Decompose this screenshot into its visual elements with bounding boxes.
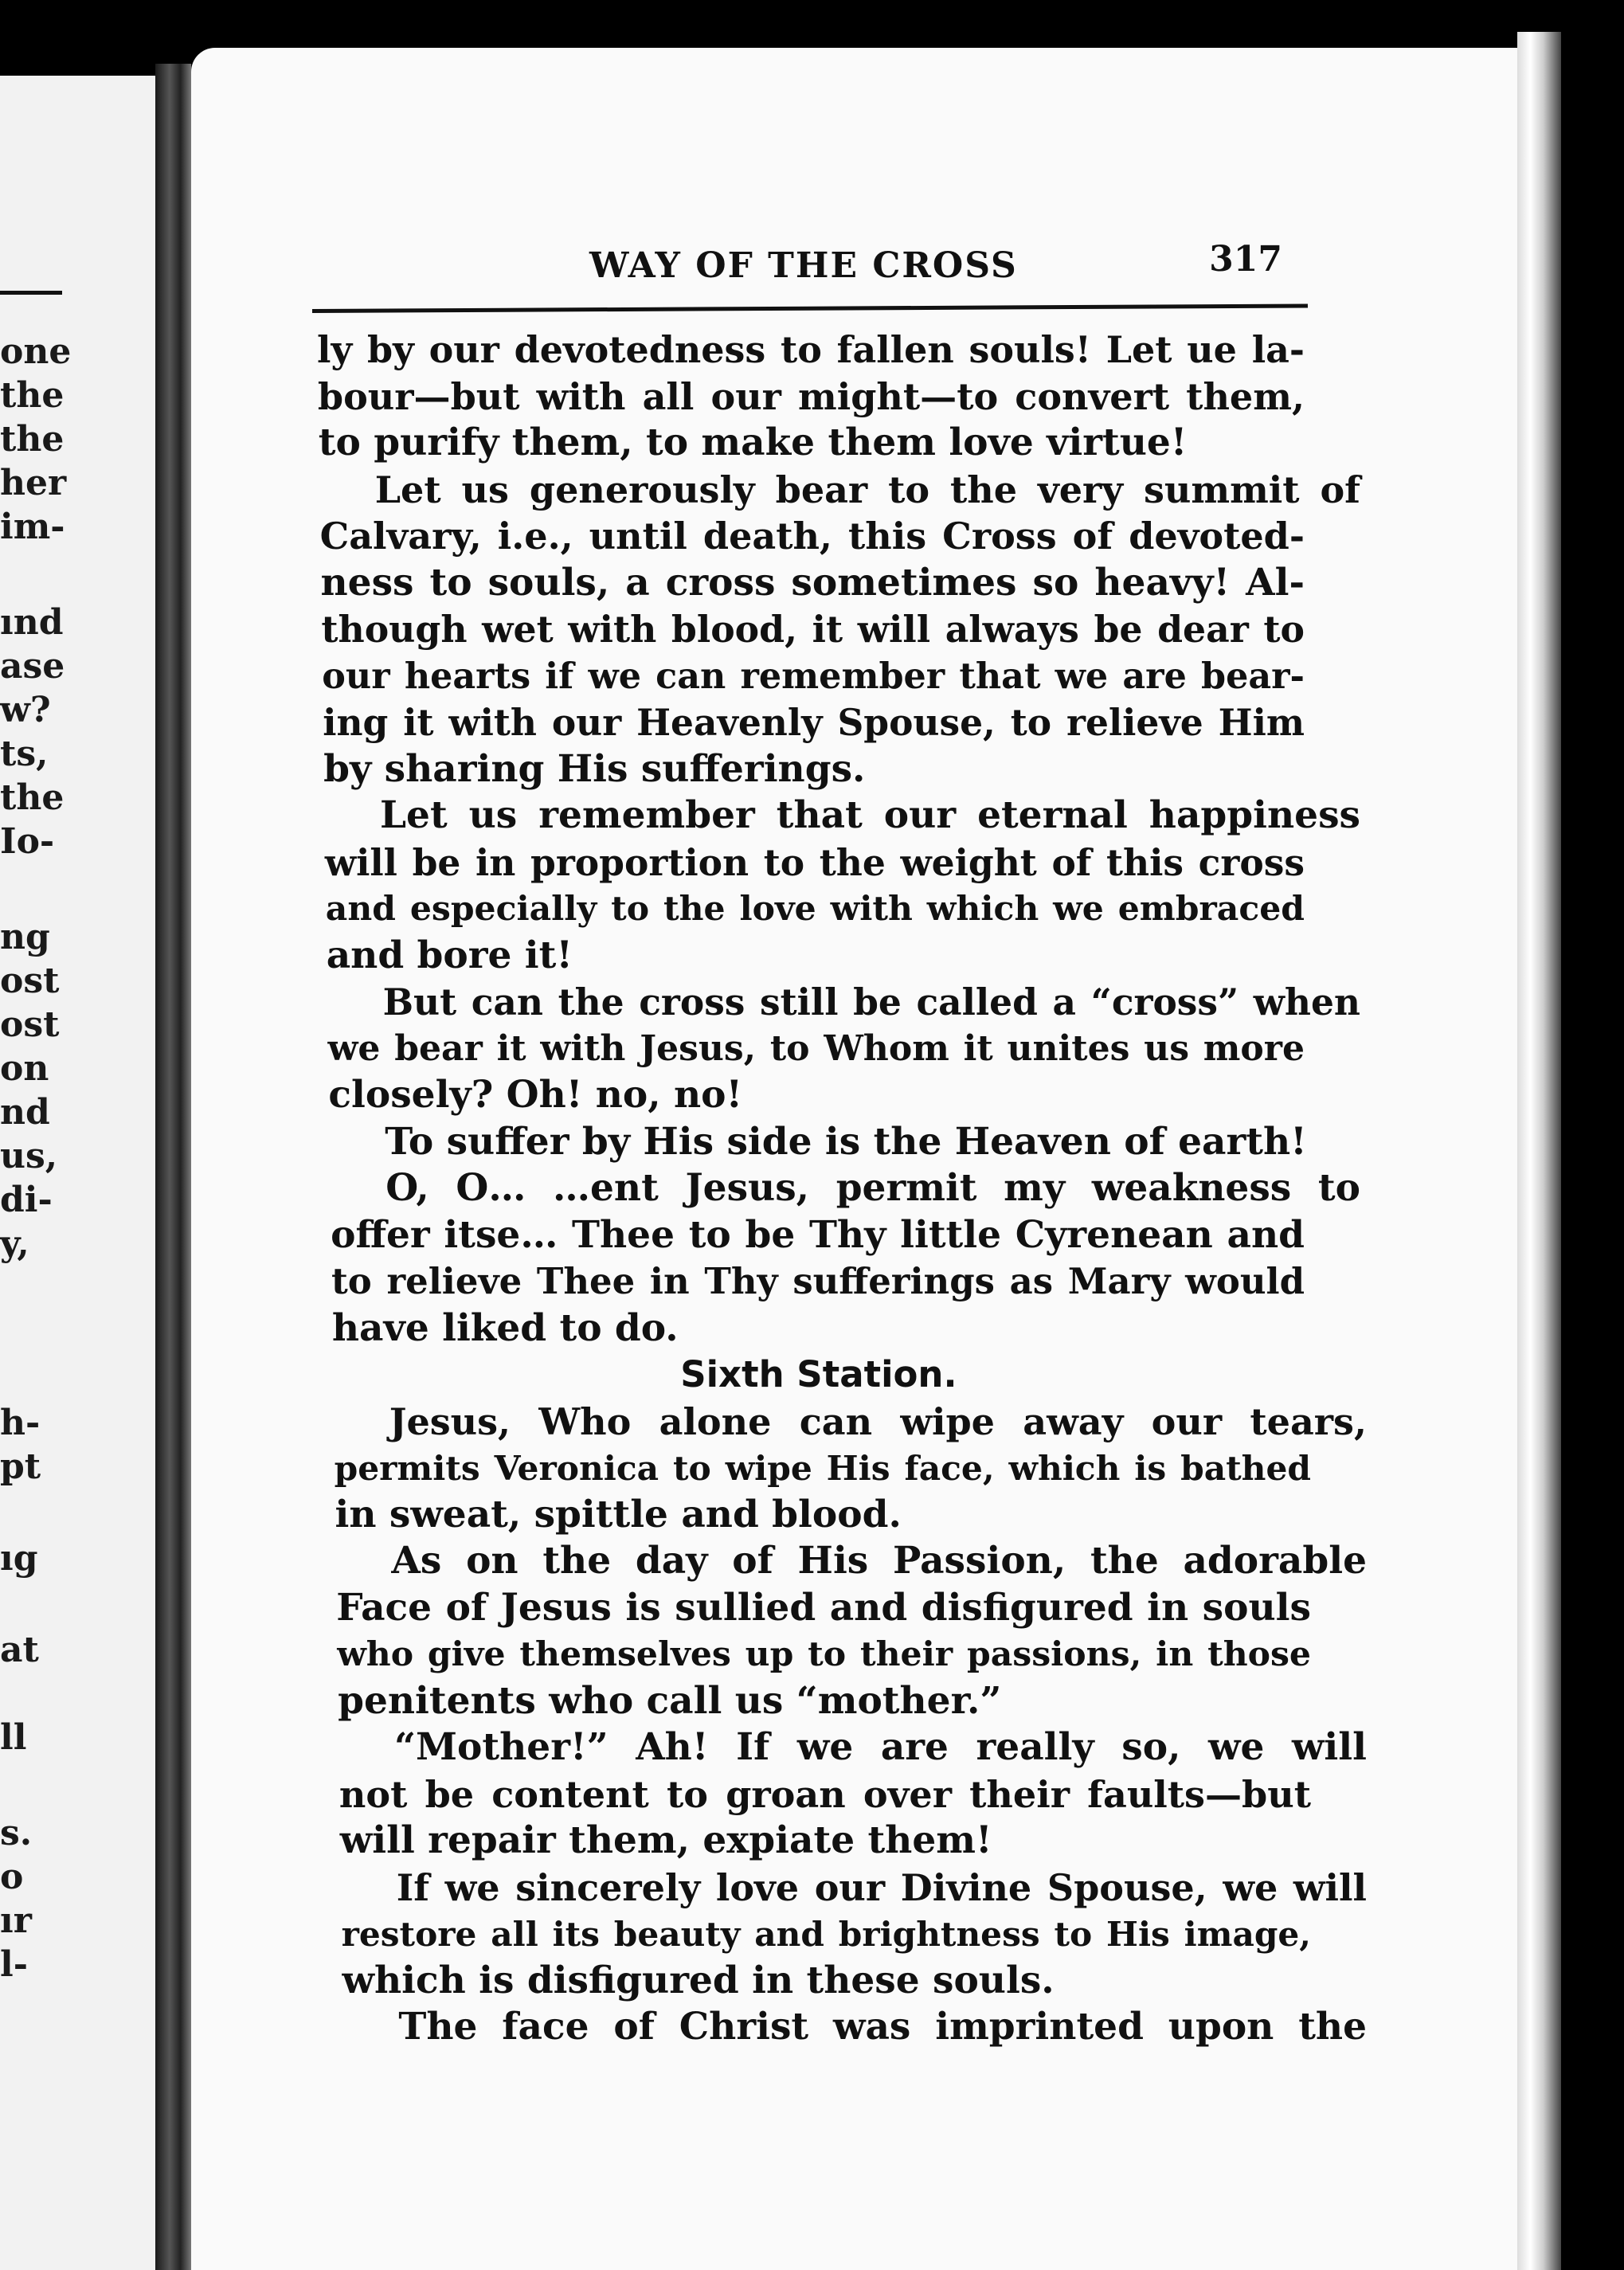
text-line: not be content to groan over their faults—but — [338, 1772, 1311, 1816]
left-page-fragment: w? — [0, 690, 51, 730]
text-line: As on the day of His Passion, the adorable — [391, 1539, 1367, 1583]
left-page-fragment: y, — [0, 1223, 29, 1264]
left-page-fragment: ng — [0, 917, 50, 957]
body-text — [317, 327, 1367, 2051]
book-gutter — [155, 64, 191, 2270]
text-line: to relieve Thee in Thy sufferings as Mary would — [331, 1260, 1305, 1302]
left-page-fragment: her — [0, 463, 67, 503]
text-line: which is disfigured in these souls. — [342, 1958, 1055, 2002]
text-line: offer itse… Thee to be Thy little Cyrenean and — [331, 1212, 1305, 1257]
left-page-fragment: nd — [0, 1092, 50, 1133]
text-line: by sharing His sufferings. — [323, 746, 866, 791]
text-line: and especially to the love with which we embraced — [325, 889, 1305, 929]
running-title: WAY OF THE CROSS — [589, 245, 1018, 286]
text-line: “Mother!” Ah! If we are really so, we will — [394, 1725, 1367, 1769]
text-line: penitents who call us “mother.” — [338, 1678, 1002, 1723]
left-page-fragment: the — [0, 375, 65, 416]
page-header — [319, 239, 1306, 287]
left-page-fragment: Io- — [0, 821, 55, 862]
left-page-fragment: the — [0, 777, 65, 818]
left-page-fragment: ase — [0, 646, 65, 687]
left-page-fragment: ır — [0, 1900, 32, 1941]
left-page-fragment: o — [0, 1857, 24, 1897]
left-page-fragment: ll — [0, 1717, 27, 1758]
left-page-fragment: di- — [0, 1180, 53, 1220]
left-page-fragment: l- — [0, 1944, 28, 1985]
text-line: To suffer by His side is the Heaven of earth! — [385, 1119, 1307, 1164]
text-line: ly by our devotedness to fallen souls! Let ue la- — [317, 328, 1305, 371]
text-line: ing it with our Heavenly Spouse, to relieve Him — [323, 701, 1305, 744]
text-line: to purify them, to make them love virtue! — [318, 421, 1188, 464]
text-line: restore all its beauty and brightness to His image, — [341, 1914, 1311, 1954]
left-page — [0, 76, 155, 2270]
text-line: though wet with blood, it will always be dear to — [321, 608, 1305, 651]
text-line: bour—but with all our might—to convert them, — [317, 374, 1305, 418]
left-page-fragment: ıg — [0, 1538, 38, 1579]
text-line: If we sincerely love our Divine Spouse, we will — [396, 1865, 1367, 1909]
left-page-fragment: ost — [0, 1004, 60, 1045]
left-page-fragment: h- — [0, 1403, 41, 1443]
left-page-fragment: the — [0, 419, 65, 460]
text-line: who give themselves up to their passions, in those — [337, 1634, 1311, 1674]
text-line: closely? Oh! no, no! — [328, 1073, 743, 1117]
text-line: ness to souls, a cross sometimes so heavy! Al- — [320, 560, 1305, 605]
text-line: we bear it with Jesus, to Whom it unites us more — [327, 1027, 1305, 1069]
text-line: in sweat, spittle and blood. — [335, 1492, 902, 1536]
text-line: and bore it! — [326, 933, 573, 977]
text-line: But can the cross still be called a “cross” when — [382, 980, 1360, 1023]
text-line: Calvary, i.e., until death, this Cross of devoted- — [319, 515, 1305, 558]
left-page-fragment: on — [0, 1048, 49, 1089]
left-page-fragment: pt — [0, 1446, 41, 1487]
left-page-fragment: ts, — [0, 734, 49, 774]
text-line: Let us generously bear to the very summit of — [374, 468, 1360, 511]
text-line: Let us remember that our eternal happiness — [380, 793, 1360, 837]
text-line: have liked to do. — [331, 1305, 679, 1350]
text-line: Face of Jesus is sullied and disfigured in souls — [336, 1585, 1311, 1630]
left-page-fragment: us, — [0, 1136, 58, 1176]
left-page-fragment: at — [0, 1630, 39, 1670]
text-line: will repair them, expiate them! — [339, 1818, 992, 1862]
left-page-fragment: s. — [0, 1813, 33, 1853]
left-page-fragment: ost — [0, 961, 60, 1001]
text-line: will be in proportion to the weight of this cross — [324, 840, 1305, 884]
left-page-fragment: ınd — [0, 602, 64, 643]
left-page-fragment: one — [0, 331, 72, 372]
left-page-fragment: im- — [0, 507, 65, 547]
text-line: our hearts if we can remember that we are bear- — [322, 655, 1305, 697]
page-edge — [1517, 32, 1561, 2270]
text-line: permits Veronica to wipe His face, which is bathed — [334, 1448, 1311, 1488]
text-line: The face of Christ was imprinted upon the — [398, 2005, 1367, 2049]
left-page-rule — [0, 291, 62, 295]
text-line: O, O… …ent Jesus, permit my weakness to — [385, 1166, 1360, 1210]
section-heading: Sixth Station. — [680, 1353, 957, 1395]
text-line: Jesus, Who alone can wipe away our tears, — [389, 1399, 1367, 1443]
page-number: 317 — [1209, 239, 1282, 280]
